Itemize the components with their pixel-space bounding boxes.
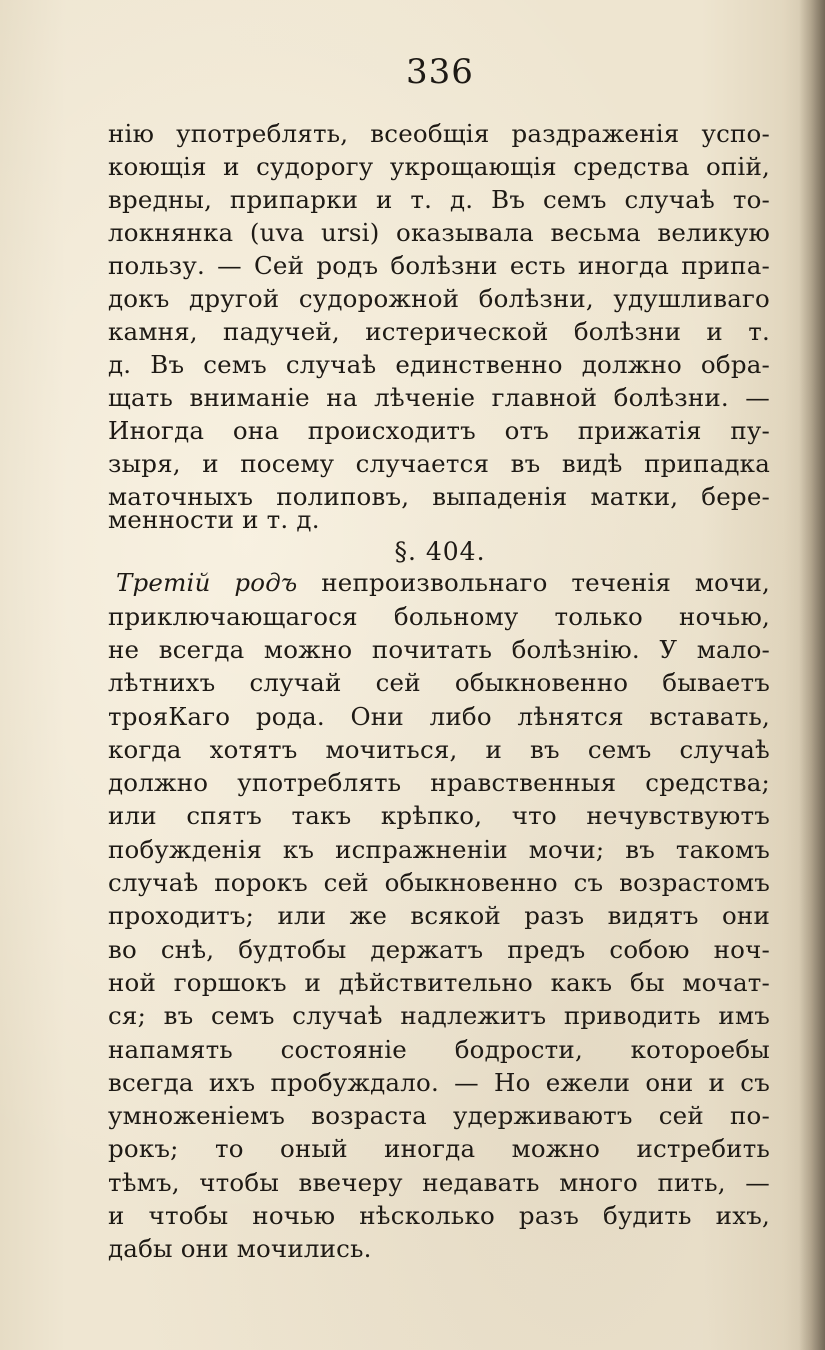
text-line: щать вниманіе на лѣченіе главной болѣзни. —: [108, 383, 770, 412]
text-line: побужденія къ испражненіи мочи; въ такомъ: [108, 835, 770, 864]
text-line: и чтобы ночью нѣсколько разъ будить ихъ,: [108, 1201, 770, 1230]
text-line: Иногда она происходитъ отъ прижатія пу-: [108, 416, 770, 445]
page-number: 336: [406, 52, 474, 92]
text-line: зыря, и посему случается въ видѣ припадка: [108, 449, 770, 478]
text-line: или спятъ такъ крѣпко, что нечувствуютъ: [108, 801, 770, 830]
text-line: дабы они мочились.: [108, 1234, 372, 1263]
text-line: умноженіемъ возраста удерживаютъ сей по-: [108, 1101, 770, 1130]
text-line: камня, падучей, истерической болѣзни и т.: [108, 317, 770, 346]
text-line: тѣмъ, чтобы ввечеру недавать много пить, —: [108, 1168, 770, 1197]
text-line: ся; въ семъ случаѣ надлежитъ приводить имъ: [108, 1001, 770, 1030]
text-line: докъ другой судорожной болѣзни, удушливаго: [108, 284, 770, 313]
italic-lead: Третій родъ: [116, 568, 298, 597]
text-line: лѣтнихъ случай сей обыкновенно бываетъ: [108, 668, 770, 697]
text-line: пользу. — Сей родъ болѣзни есть иногда припа-: [108, 251, 770, 280]
text-line: нію употреблять, всеобщія раздраженія успо-: [108, 119, 770, 148]
text-line: трояКаго рода. Они либо лѣнятся вставать,: [108, 702, 770, 731]
text-line: менности и т. д.: [108, 505, 320, 534]
text-line: не всегда можно почитать болѣзнію. У мало-: [108, 635, 770, 664]
text-line: когда хотятъ мочиться, и въ семъ случаѣ: [108, 735, 770, 764]
text-line: приключающагося больному только ночью,: [108, 602, 770, 631]
section-heading: §. 404.: [394, 537, 486, 566]
text-line: всегда ихъ пробуждало. — Но ежели они и съ: [108, 1068, 770, 1097]
text-line: проходитъ; или же всякой разъ видятъ они: [108, 901, 770, 930]
text-line: коющія и судорогу укрощающія средства опій,: [108, 152, 770, 181]
text-fragment: непроизвольнаго теченія мочи,: [297, 568, 771, 597]
text-line: локнянка (uva ursi) оказывала весьма великую: [108, 218, 770, 247]
text-line: должно употреблять нравственныя средства;: [108, 768, 770, 797]
text-line: маточныхъ полиповъ, выпаденія матки, бере-: [108, 482, 770, 511]
book-spine-shadow: [799, 0, 825, 1350]
text-line: ной горшокъ и дѣйствительно какъ бы мочат-: [108, 968, 770, 997]
text-line: напамять состояніе бодрости, котороебы: [108, 1035, 770, 1064]
text-line: рокъ; то оный иногда можно истребить: [108, 1134, 770, 1163]
text-line: вредны, припарки и т. д. Въ семъ случаѣ то-: [108, 185, 770, 214]
text-line: случаѣ порокъ сей обыкновенно съ возрастомъ: [108, 868, 770, 897]
text-line: д. Въ семъ случаѣ единственно должно обра-: [108, 350, 770, 379]
text-line: во снѣ, будтобы держатъ предъ собою ноч-: [108, 935, 770, 964]
text-line: [116, 567, 770, 599]
